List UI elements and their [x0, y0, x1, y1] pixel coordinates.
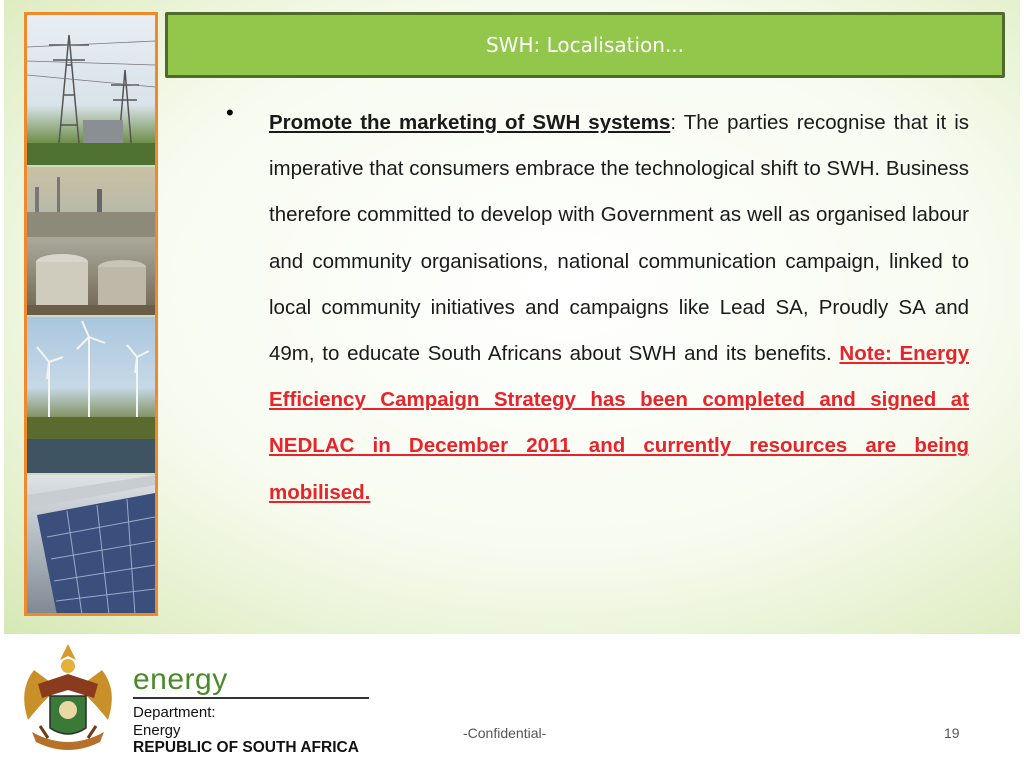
bullet-lead-text: Promote the marketing of SWH systems — [269, 111, 671, 134]
refinery-tanks-image — [27, 167, 155, 315]
highlighted-note: Note: Energy Efficiency Campaign Strategy has been completed and signed at NEDLAC in December 2011 and currently resources are being mobilised. — [269, 342, 969, 504]
bullet-body-text: The parties recognise that it is imperative that consumers embrace the technological shift to SWH. Business therefore committed to develop with Government as well as organised labour and community organisations, national communication campaign, linked to local community initiatives and campaigns like Lead SA, Proudly SA and 49m, to educate South Africans about SWH and its benefits. — [269, 111, 970, 366]
slide-title-bar — [165, 12, 1005, 78]
energy-image-strip — [24, 12, 158, 616]
power-pylons-image — [27, 15, 155, 165]
energy-brand-text: energy — [133, 663, 228, 696]
footer-divider — [133, 697, 369, 699]
department-label: Department: — [133, 704, 216, 721]
confidential-label: -Confidential- — [463, 725, 547, 741]
coat-of-arms-icon — [14, 640, 122, 762]
bullet-paragraph — [269, 100, 969, 516]
slide-title: SWH: Localisation... — [485, 33, 685, 57]
wind-turbines-image — [27, 317, 155, 473]
page-number: 19 — [944, 725, 960, 741]
lead-colon: : — [670, 111, 677, 134]
solar-panel-image — [27, 475, 155, 615]
bullet-marker: • — [226, 100, 234, 125]
department-name: Energy — [133, 722, 181, 739]
country-name: REPUBLIC OF SOUTH AFRICA — [133, 739, 359, 756]
